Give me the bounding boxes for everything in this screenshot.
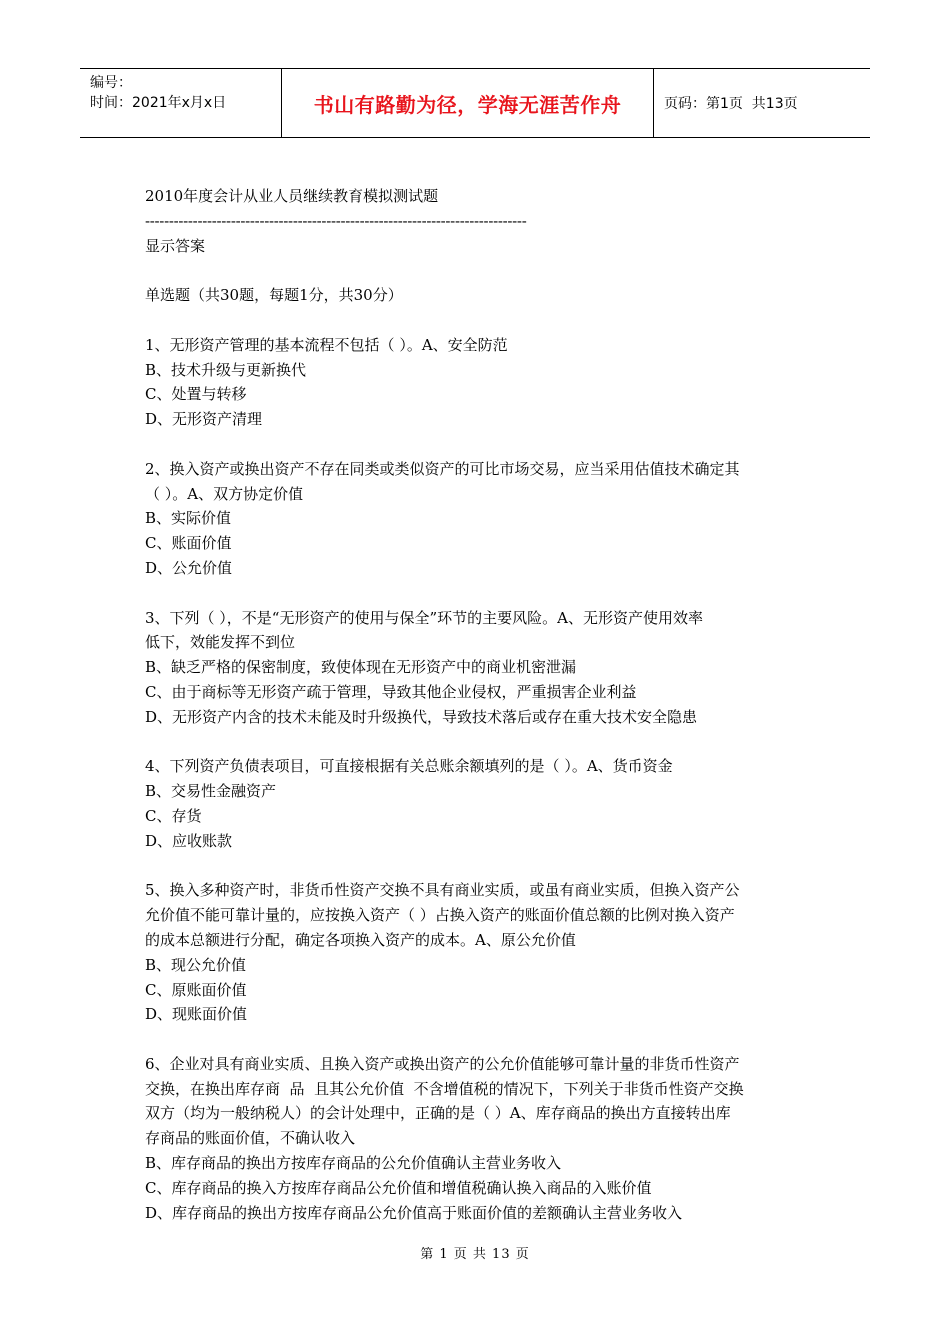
page-header [80,68,870,138]
show-answer-link[interactable]: 显示答案 [145,236,206,255]
answer-option: C、由于商标等无形资产疏于管理，导致其他企业侵权，严重损害企业利益 [145,682,637,701]
answer-option: C、账面价值 [145,534,232,553]
answer-option: D、库存商品的换出方按库存商品公允价值高于账面价值的差额确认主营业务收入 [145,1203,683,1222]
header-page-cell [654,69,870,137]
answer-option: B、技术升级与更新换代 [145,360,307,379]
page-label: 页码：第1页 共13页 [664,96,798,112]
spacer [145,730,810,755]
answer-option: B、缺乏严格的保密制度，致使体现在无形资产中的商业机密泄漏 [145,658,577,677]
question-stem-line: 的成本总额进行分配，确定各项换入资产的成本。A、原公允价值 [145,930,576,949]
header-motto-cell [282,69,654,137]
question-stem-line: 交换，在换出库存商 品 且其公允价值 不含增值税的情况下，下列关于非货币性资产交换 [145,1079,744,1098]
doc-title: 2010年度会计从业人员继续教育模拟测试题 [145,187,439,205]
spacer [145,432,810,457]
answer-option: C、处置与转移 [145,385,247,404]
question-stem-line: （ ）。A、双方协定价值 [145,484,304,503]
section-heading: 单选题（共30题，每题1分，共30分） [145,286,403,305]
answer-option: B、交易性金融资产 [145,782,277,801]
question-stem-line: 允价值不能可靠计量的，应按换入资产（ ）占换入资产的账面价值总额的比例对换入资产 [145,906,735,925]
spacer [145,581,810,606]
question-item [145,1052,810,1226]
question-stem-line: 低下，效能发挥不到位 [145,633,296,652]
time-label: 时间：2021年x月x日 [90,95,227,111]
question-item [145,333,810,432]
question-stem-line: 3、下列（ ），不是“无形资产的使用与保全”环节的主要风险。A、无形资产使用效率 [145,608,703,627]
question-stem-line: 双方（均为一般纳税人）的会计处理中，正确的是（ ）A、库存商品的换出方直接转出库 [145,1104,731,1123]
question-stem-line: 存商品的账面价值，不确认收入 [145,1129,356,1148]
question-item [145,606,810,730]
answer-option: D、无形资产清理 [145,410,263,429]
answer-option: B、实际价值 [145,509,232,528]
answer-option: D、无形资产内含的技术未能及时升级换代，导致技术落后或存在重大技术安全隐患 [145,707,698,726]
answer-option: C、存货 [145,806,202,825]
document-body [145,184,810,1225]
motto: 书山有路勤为径，学海无涯苦作舟 [313,92,622,117]
question-item [145,878,810,1027]
page-footer: 第 1 页 共 13 页 [420,1247,530,1262]
number-label: 编号： [90,75,132,91]
question-stem-line: 1、无形资产管理的基本流程不包括（ ）。A、安全防范 [145,335,508,354]
question-item [145,457,810,581]
question-item [145,754,810,853]
spacer [145,308,810,333]
spacer [145,854,810,879]
answer-option: D、公允价值 [145,558,233,577]
spacer [145,1027,810,1052]
question-stem-line: 2、换入资产或换出资产不存在同类或类似资产的可比市场交易，应当采用估值技术确定其 [145,459,740,478]
answer-option: D、应收账款 [145,831,233,850]
answer-option: B、库存商品的换出方按库存商品的公允价值确认主营业务收入 [145,1154,562,1173]
question-stem-line: 6、企业对具有商业实质、且换入资产或换出资产的公允价值能够可靠计量的非货币性资产 [145,1054,740,1073]
answer-option: C、原账面价值 [145,980,247,999]
header-meta [80,69,282,137]
question-list [145,308,810,1225]
question-stem-line: 5、换入多种资产时，非货币性资产交换不具有商业实质，或虽有商业实质，但换入资产公 [145,881,740,900]
question-stem-line: 4、下列资产负债表项目，可直接根据有关总账余额填列的是（ ）。A、货币资金 [145,757,673,776]
answer-option: B、现公允价值 [145,955,247,974]
answer-option: C、库存商品的换入方按库存商品公允价值和增值税确认换入商品的入账价值 [145,1178,652,1197]
answer-option: D、现账面价值 [145,1005,248,1024]
spacer [145,258,810,283]
separator-line: -------------------------------------------------------------------------------- [145,211,527,230]
